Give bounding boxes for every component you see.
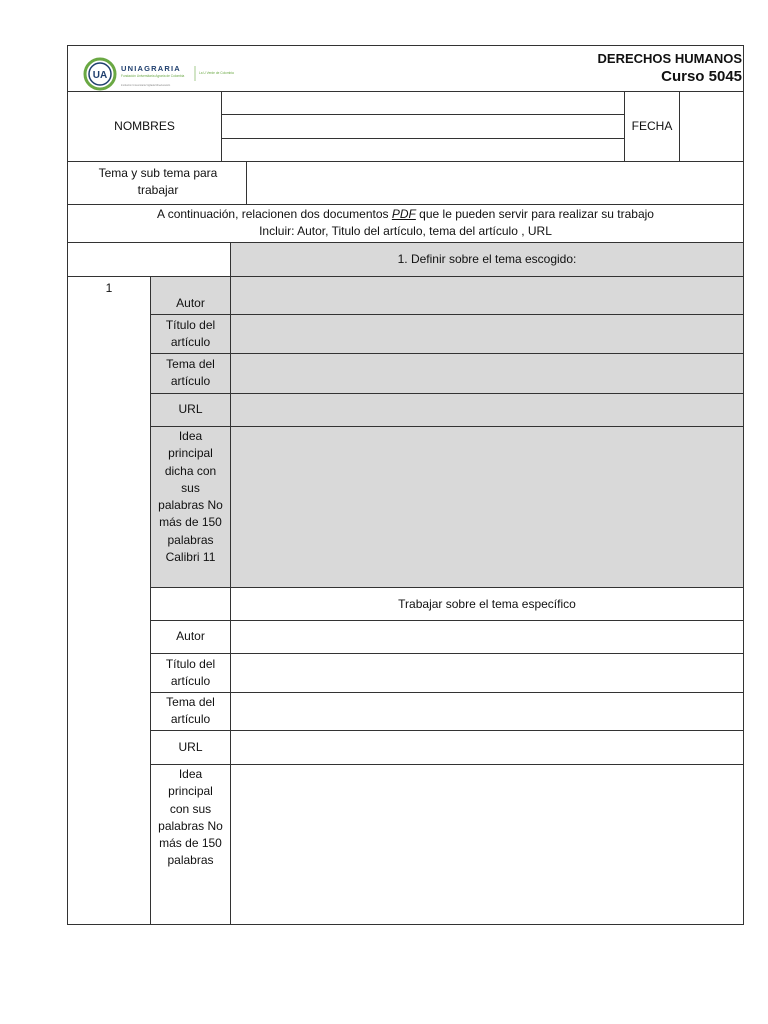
svg-text:Institución Universitaria Vigi: Institución Universitaria Vigilada Mineducación	[121, 84, 171, 87]
section1-topic-label: Tema del artículo	[166, 357, 215, 388]
name-field-2[interactable]	[222, 115, 624, 138]
section2-topic-field[interactable]	[231, 693, 743, 730]
uniagraria-logo-icon	[83, 57, 243, 91]
document-title	[598, 50, 742, 86]
instructions-line-1: A continuación, relacionen dos documentos PDF que le pueden servir para realizar su trabajo	[157, 207, 654, 221]
section2-url-field[interactable]	[231, 731, 743, 764]
section1-url-label: URL	[178, 402, 203, 416]
section1-idea-field[interactable]	[231, 427, 743, 587]
section1-title-label: Título del artículo	[165, 318, 216, 349]
pdf-emphasis: PDF	[391, 207, 416, 221]
section1-url-field[interactable]	[231, 394, 743, 426]
section2-topic-label: Tema del artículo	[166, 695, 215, 726]
section1-heading: 1. Definir sobre el tema escogido:	[397, 252, 577, 266]
section1-topic-field[interactable]	[231, 354, 743, 393]
section2-idea-field[interactable]	[231, 765, 743, 924]
instructions-line-2: Incluir: Autor, Titulo del artículo, tema del artículo , URL	[259, 224, 552, 238]
subject-title: DERECHOS HUMANOS	[597, 51, 742, 66]
date-field[interactable]	[680, 92, 743, 161]
institution-logo	[83, 57, 243, 91]
section1-author-field[interactable]	[231, 277, 743, 314]
section2-heading: Trabajar sobre el tema específico	[398, 597, 576, 611]
svg-text:UNIAGRARIA: UNIAGRARIA	[121, 64, 181, 73]
section2-title-label: Título del artículo	[165, 657, 216, 688]
section2-url-label: URL	[178, 740, 203, 754]
svg-text:UA: UA	[92, 70, 108, 81]
svg-text:Fundación Universitaria Agrari: Fundación Universitaria Agraria de Colombia	[121, 74, 185, 78]
section1-author-label: Autor	[176, 296, 205, 310]
name-field-1[interactable]	[222, 92, 624, 114]
section2-author-label: Autor	[176, 629, 205, 643]
date-label: FECHA	[631, 119, 673, 133]
names-label: NOMBRES	[114, 119, 175, 133]
section2-title-field[interactable]	[231, 654, 743, 692]
section2-idea-label: Idea principal con sus palabras No más de 150 palabras	[158, 767, 223, 868]
topic-field[interactable]	[247, 162, 743, 204]
section1-title-field[interactable]	[231, 315, 743, 353]
name-field-3[interactable]	[222, 139, 624, 161]
section1-idea-label: Idea principal dicha con sus palabras No más de 150 palabras Calibri 11	[158, 429, 223, 565]
section2-author-field[interactable]	[231, 621, 743, 653]
document-number: 1	[105, 281, 113, 295]
topic-label: Tema y sub tema para trabajar	[98, 166, 218, 197]
svg-text:La U Verde de Colombia: La U Verde de Colombia	[199, 71, 234, 75]
course-title: Curso 5045	[661, 68, 742, 85]
